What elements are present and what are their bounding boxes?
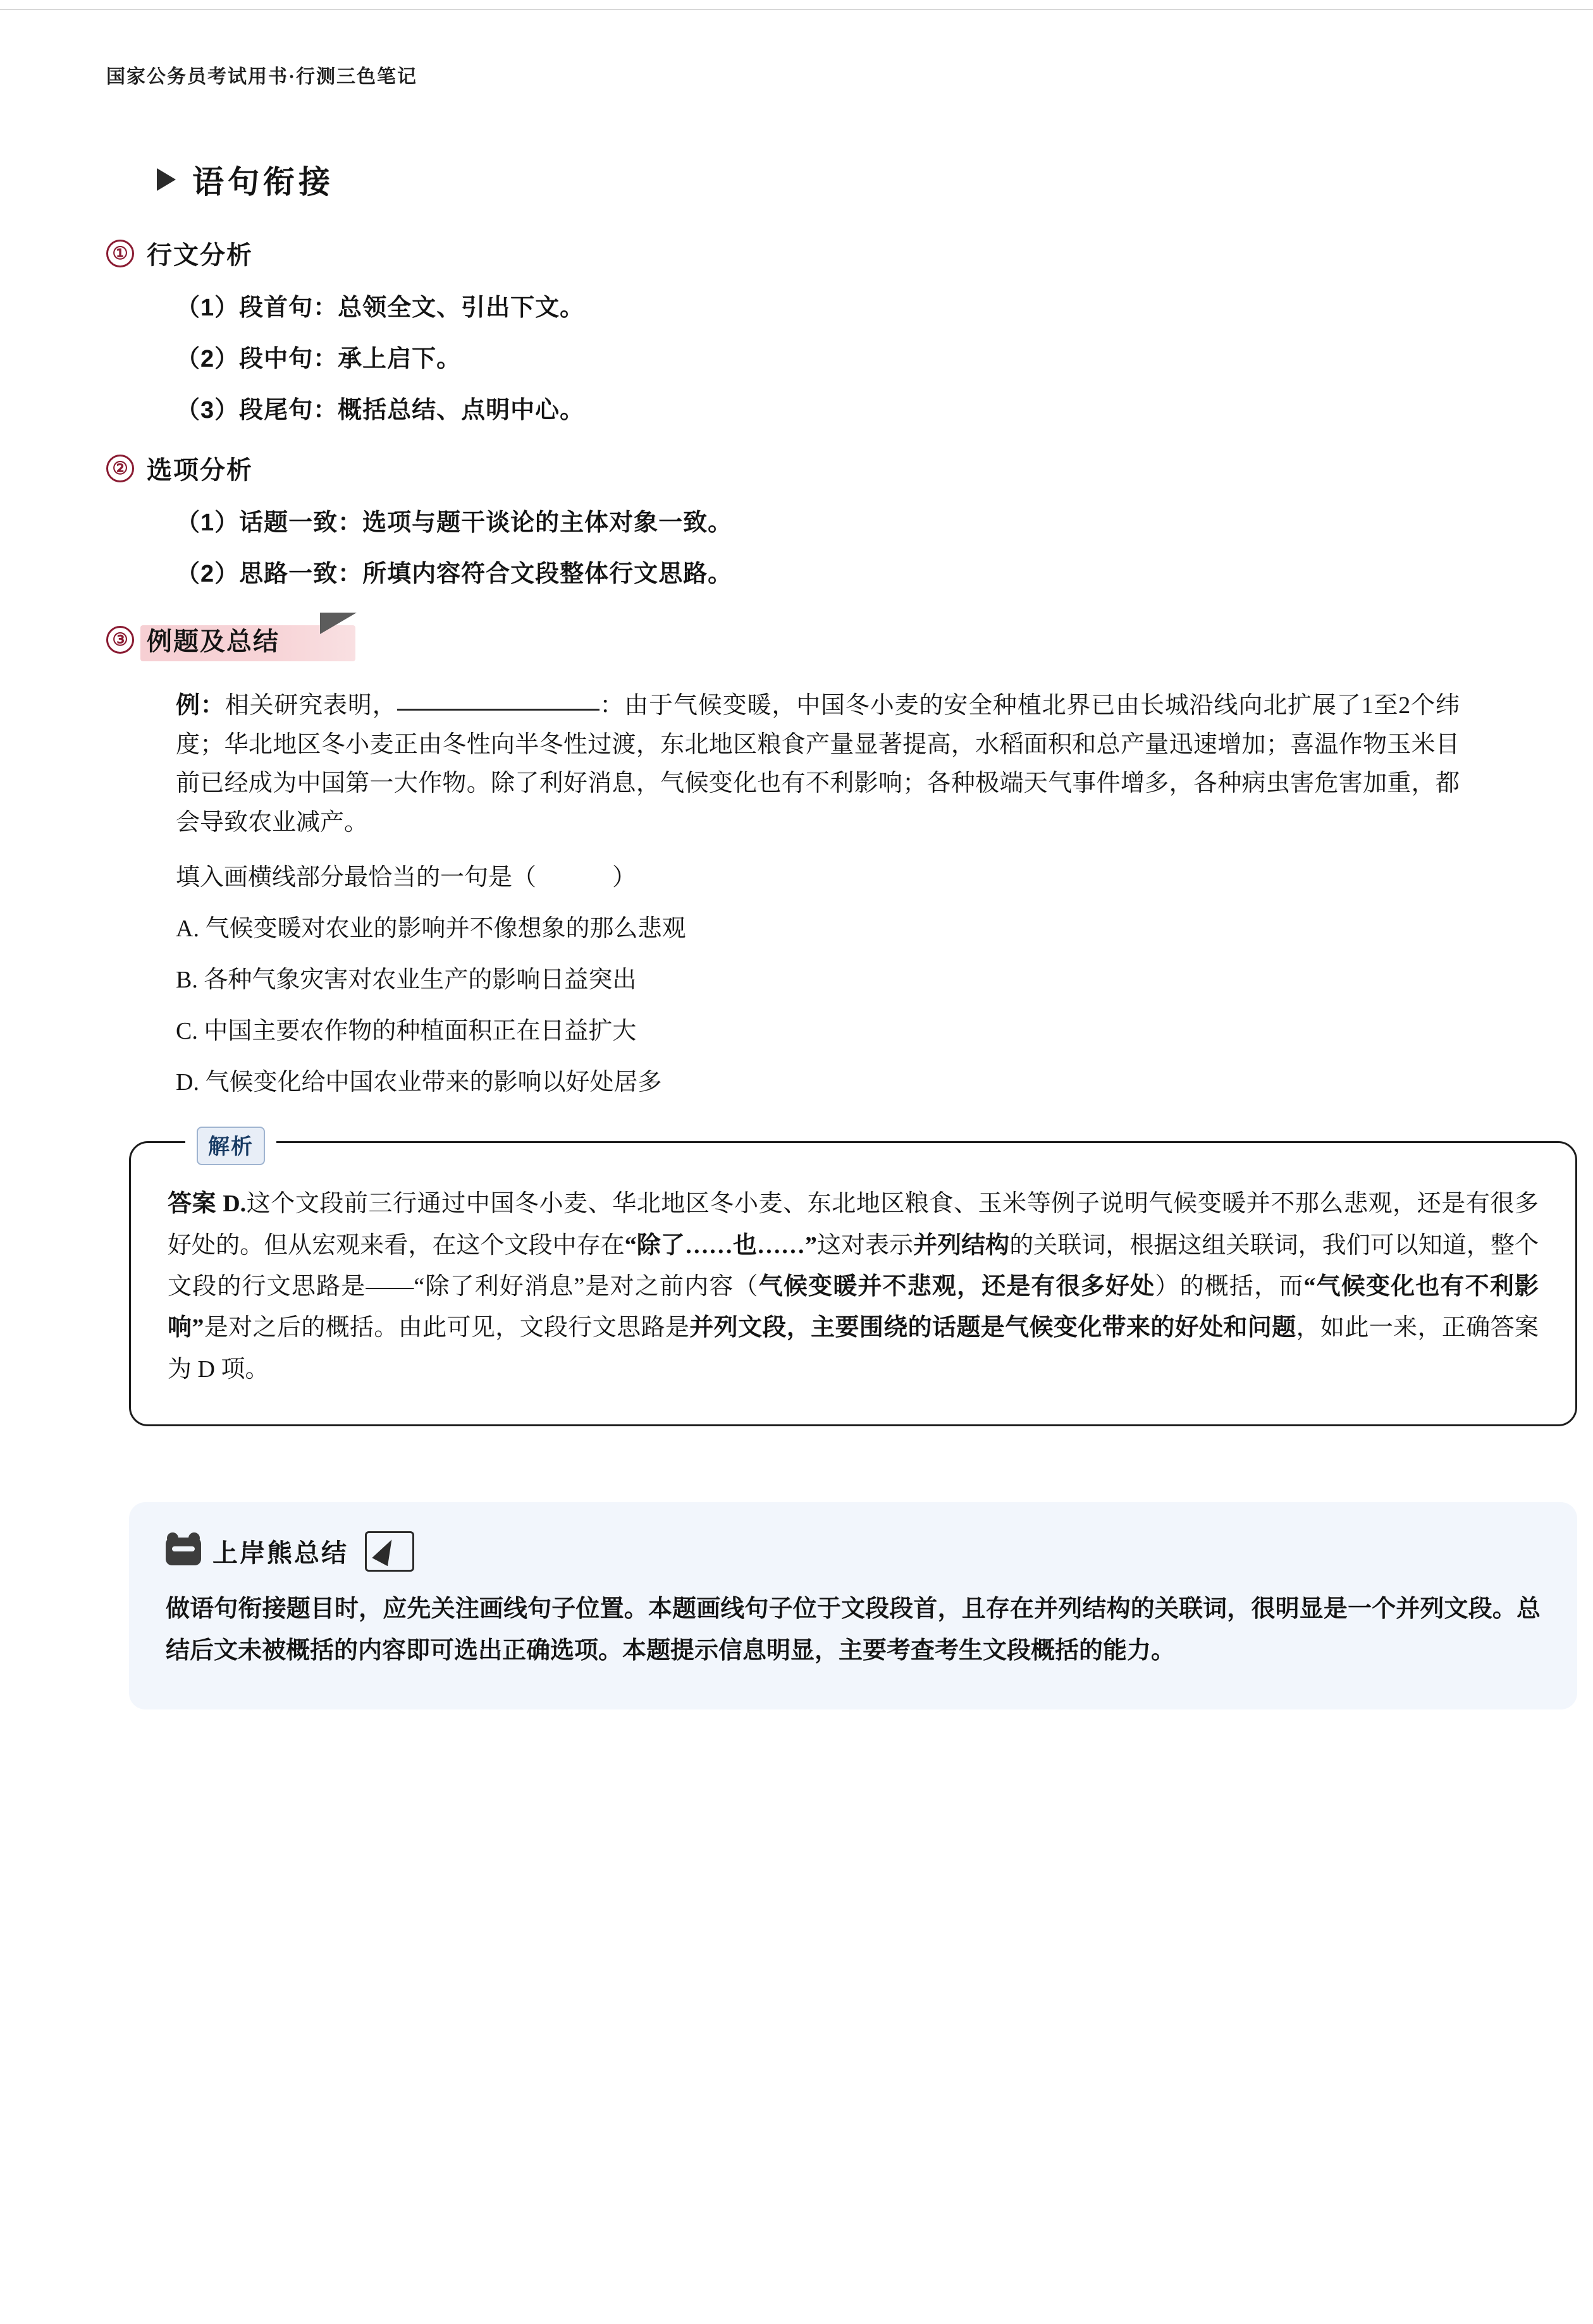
analysis-box	[129, 1135, 1577, 1426]
summary-header	[166, 1531, 1541, 1572]
summary-box	[129, 1502, 1577, 1709]
bear-icon	[166, 1538, 201, 1565]
item-heading-highlighted	[147, 621, 280, 657]
section-title	[157, 157, 1498, 202]
sub-line	[176, 288, 1498, 322]
item-heading-text: 例题及总结	[147, 628, 280, 656]
sub-line	[176, 390, 1498, 425]
sub-line-lead: 话题一致：	[239, 510, 363, 536]
example-lead: 例：	[176, 692, 225, 719]
summary-body: 做语句衔接题目时，应先关注画线句子位置。本题画线句子位于文段段首，且存在并列结构的关联词，很明显是一个并列文段。总结后文未被概括的内容即可选出正确选项。本题提示信息明显，主要考查考生文段概括的能力。	[166, 1595, 1541, 1665]
sub-line-lead: 思路一致：	[239, 561, 363, 587]
analysis-p5: ）的概括，而	[1155, 1273, 1304, 1300]
analysis-p4: 是对之前内容（	[584, 1273, 759, 1300]
fill-in-blank	[397, 709, 600, 711]
sub-line-index: （2）	[176, 561, 240, 587]
sub-line-lead: 段尾句：	[239, 397, 338, 424]
sub-line-index: （2）	[176, 346, 240, 372]
analysis-bold-1: 并列结构	[913, 1232, 1010, 1259]
example-paragraph	[176, 687, 1460, 842]
analysis-bold-4: 并列文段，主要围绕的话题是气候变化带来的好处和问题	[689, 1314, 1296, 1342]
sub-line-lead: 段首句：	[239, 295, 338, 321]
option-b[interactable]: B. 各种气象灾害对农业生产的影响日益突出	[176, 967, 637, 994]
option-a[interactable]: A. 气候变暖对农业的影响并不像想象的那么悲观	[176, 915, 686, 943]
analysis-p2: 这对表示	[816, 1232, 914, 1259]
item-heading: 行文分析	[147, 242, 253, 269]
analysis-body	[168, 1183, 1539, 1390]
circle-number-icon: ②	[106, 455, 134, 482]
analysis-quote-2: “除了利好消息”	[414, 1273, 585, 1300]
circle-number-icon: ③	[106, 626, 134, 654]
highlight-corner-icon	[320, 613, 357, 634]
page-content	[106, 157, 1541, 1709]
highlight-wrapper	[147, 621, 280, 657]
list-item	[106, 450, 1498, 486]
example-text-after-blank: ：由于气候变暖，中国冬小麦的安全种植北界已由长城沿线向北扩展了1至2个纬度；华北地区冬小麦正由冬性向半冬性过渡，东北地区粮食产量显著提高，水稻面积和总产量迅速增加；喜温作物玉米目前已经成为中国第一大作物。除了利好消息，气候变化也有不利影响；各种极端天气事件增多，各种病虫害危害加重，都会导致农业减产。	[176, 692, 1460, 836]
analysis-bold-2: 气候变暖并不悲观，还是有很多好处	[758, 1273, 1155, 1300]
option-d[interactable]: D. 气候变化给中国农业带来的影响以好处居多	[176, 1069, 662, 1096]
example-text-before-blank: 相关研究表明，	[224, 692, 397, 719]
question-line	[176, 857, 1498, 892]
sub-line-index: （1）	[176, 510, 240, 536]
analysis-bold-3: “气候变化也有不利影响”	[168, 1273, 1539, 1342]
question-text-end: ）	[612, 864, 637, 891]
sub-line-lead: 段中句：	[239, 346, 338, 372]
triangle-bullet-icon	[157, 168, 176, 191]
sub-line	[176, 554, 1498, 589]
sub-line	[176, 339, 1498, 374]
sub-line	[176, 503, 1498, 537]
item-heading: 选项分析	[147, 456, 253, 484]
sub-line-tail: 概括总结、点明中心。	[338, 397, 585, 424]
page-top-rule	[0, 0, 1593, 10]
analysis-p3: 的关联词，根据这组关联词，我们可以知道，整个文段的行文思路是——	[168, 1232, 1539, 1300]
analysis-quote-1: “除了……也……”	[624, 1232, 817, 1259]
question-text: 填入画横线部分最恰当的一句是（	[176, 864, 537, 891]
sub-line-tail: 所填内容符合文段整体行文思路。	[362, 561, 733, 587]
sub-line-tail: 总领全文、引出下文。	[338, 295, 585, 321]
section-title-text: 语句衔接	[192, 164, 334, 200]
running-head: 国家公务员考试用书·行测三色笔记	[106, 66, 418, 87]
pen-icon	[365, 1531, 414, 1572]
analysis-answer-lead: 答案 D.	[168, 1190, 247, 1218]
analysis-tab	[185, 1127, 276, 1165]
option-c[interactable]: C. 中国主要农作物的种植面积正在日益扩大	[176, 1018, 637, 1045]
circle-number-icon: ①	[106, 240, 134, 267]
sub-line-index: （1）	[176, 295, 240, 321]
sub-line-tail: 承上启下。	[338, 346, 462, 372]
analysis-p7: ，如此一来，正确答案为 D 项。	[168, 1314, 1539, 1383]
analysis-badge: 解析	[197, 1127, 265, 1165]
analysis-p6: 是对之后的概括。由此可见，文段行文思路是	[204, 1314, 690, 1342]
sub-line-tail: 选项与题干谈论的主体对象一致。	[362, 510, 733, 536]
list-item	[106, 621, 1498, 657]
analysis-p1: 这个文段前三行通过中国冬小麦、华北地区冬小麦、东北地区粮食、玉米等例子说明气候变暖并不那么悲观，还是有很多好处的。但从宏观来看，在这个文段中存在	[168, 1190, 1539, 1259]
summary-title: 上岸熊总结	[212, 1539, 348, 1568]
sub-line-index: （3）	[176, 397, 240, 424]
list-item	[106, 235, 1498, 271]
